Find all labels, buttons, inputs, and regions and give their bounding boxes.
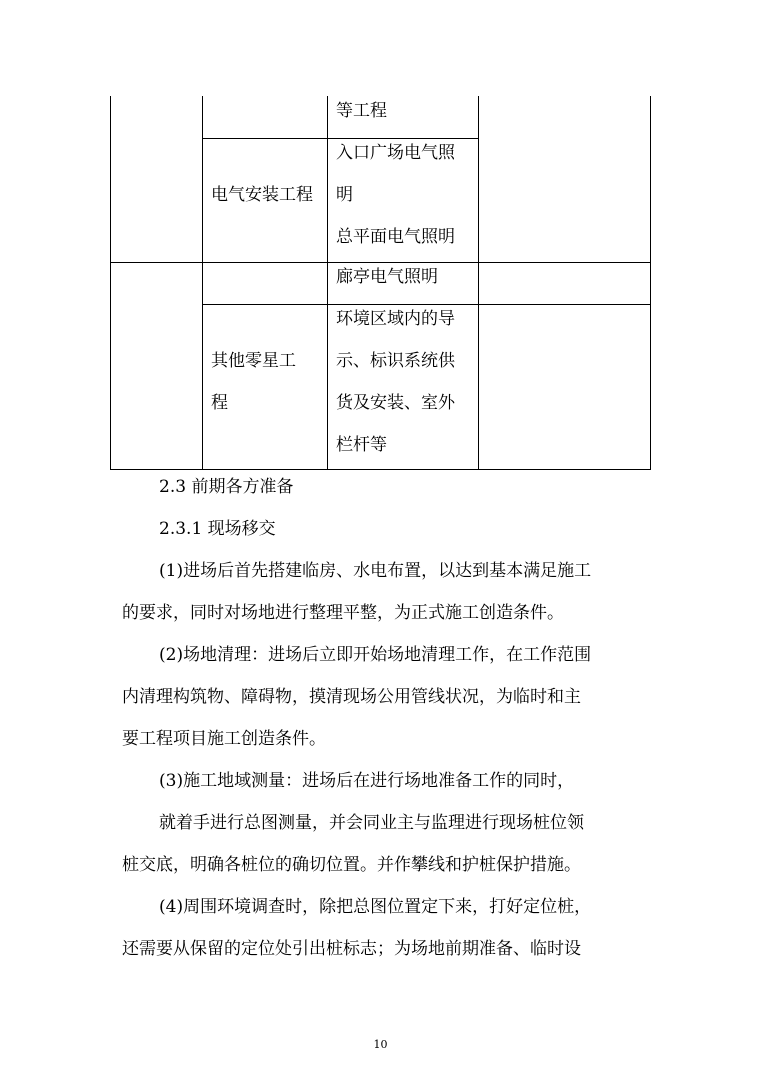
paragraph-line: (3)施工地域测量：进场后在进行场地准备工作的同时， — [159, 771, 575, 791]
table-col-divider-3 — [478, 96, 479, 470]
paragraph-line: 就着手进行总图测量，并会同业主与监理进行现场桩位领 — [159, 813, 584, 833]
table-cell-content: 明 — [336, 185, 353, 205]
table-cell-content: 示、标识系统供 — [336, 351, 455, 371]
paragraph-line: (1)进场后首先搭建临房、水电布置，以达到基本满足施工 — [159, 561, 592, 581]
page-number: 10 — [373, 1038, 388, 1051]
table-cell-content: 等工程 — [336, 101, 387, 121]
paragraph-line: 的要求，同时对场地进行整理平整，为正式施工创造条件。 — [122, 603, 564, 623]
table-cell-item: 电气安装工程 — [211, 185, 313, 205]
paragraph-line: 内清理构筑物、障碍物，摸清现场公用管线状况，为临时和主 — [122, 687, 581, 707]
table-col-divider-1 — [202, 96, 203, 470]
table-cell-content: 总平面电气照明 — [336, 227, 455, 247]
table-cell-item: 其他零星工 — [211, 351, 296, 371]
table-border-right — [650, 96, 651, 470]
paragraph-line: 桩交底，明确各桩位的确切位置。并作攀线和护桩保护措施。 — [122, 855, 581, 875]
paragraph-line: 还需要从保留的定位处引出桩标志；为场地前期准备、临时设 — [122, 939, 581, 959]
table-cell-content: 入口广场电气照 — [336, 143, 455, 163]
section-heading: 2.3 前期各方准备 — [159, 477, 294, 497]
table-border-left-lower — [110, 262, 111, 470]
subsection-heading: 2.3.1 现场移交 — [159, 519, 276, 539]
paragraph-line: (4)周围环境调查时，除把总图位置定下来，打好定位桩， — [159, 897, 592, 917]
table-cell-content: 栏杆等 — [336, 435, 387, 455]
table-cell-item: 程 — [211, 393, 228, 413]
table-col-divider-2 — [327, 96, 328, 470]
table-cell-content: 货及安装、室外 — [336, 393, 455, 413]
table-border-left-upper — [110, 96, 111, 262]
paragraph-line: (2)场地清理：进场后立即开始场地清理工作，在工作范围 — [159, 645, 592, 665]
table-cell-content: 环境区域内的导 — [336, 309, 455, 329]
paragraph-line: 要工程项目施工创造条件。 — [122, 729, 326, 749]
table-cell-content: 廊亭电气照明 — [336, 267, 438, 287]
